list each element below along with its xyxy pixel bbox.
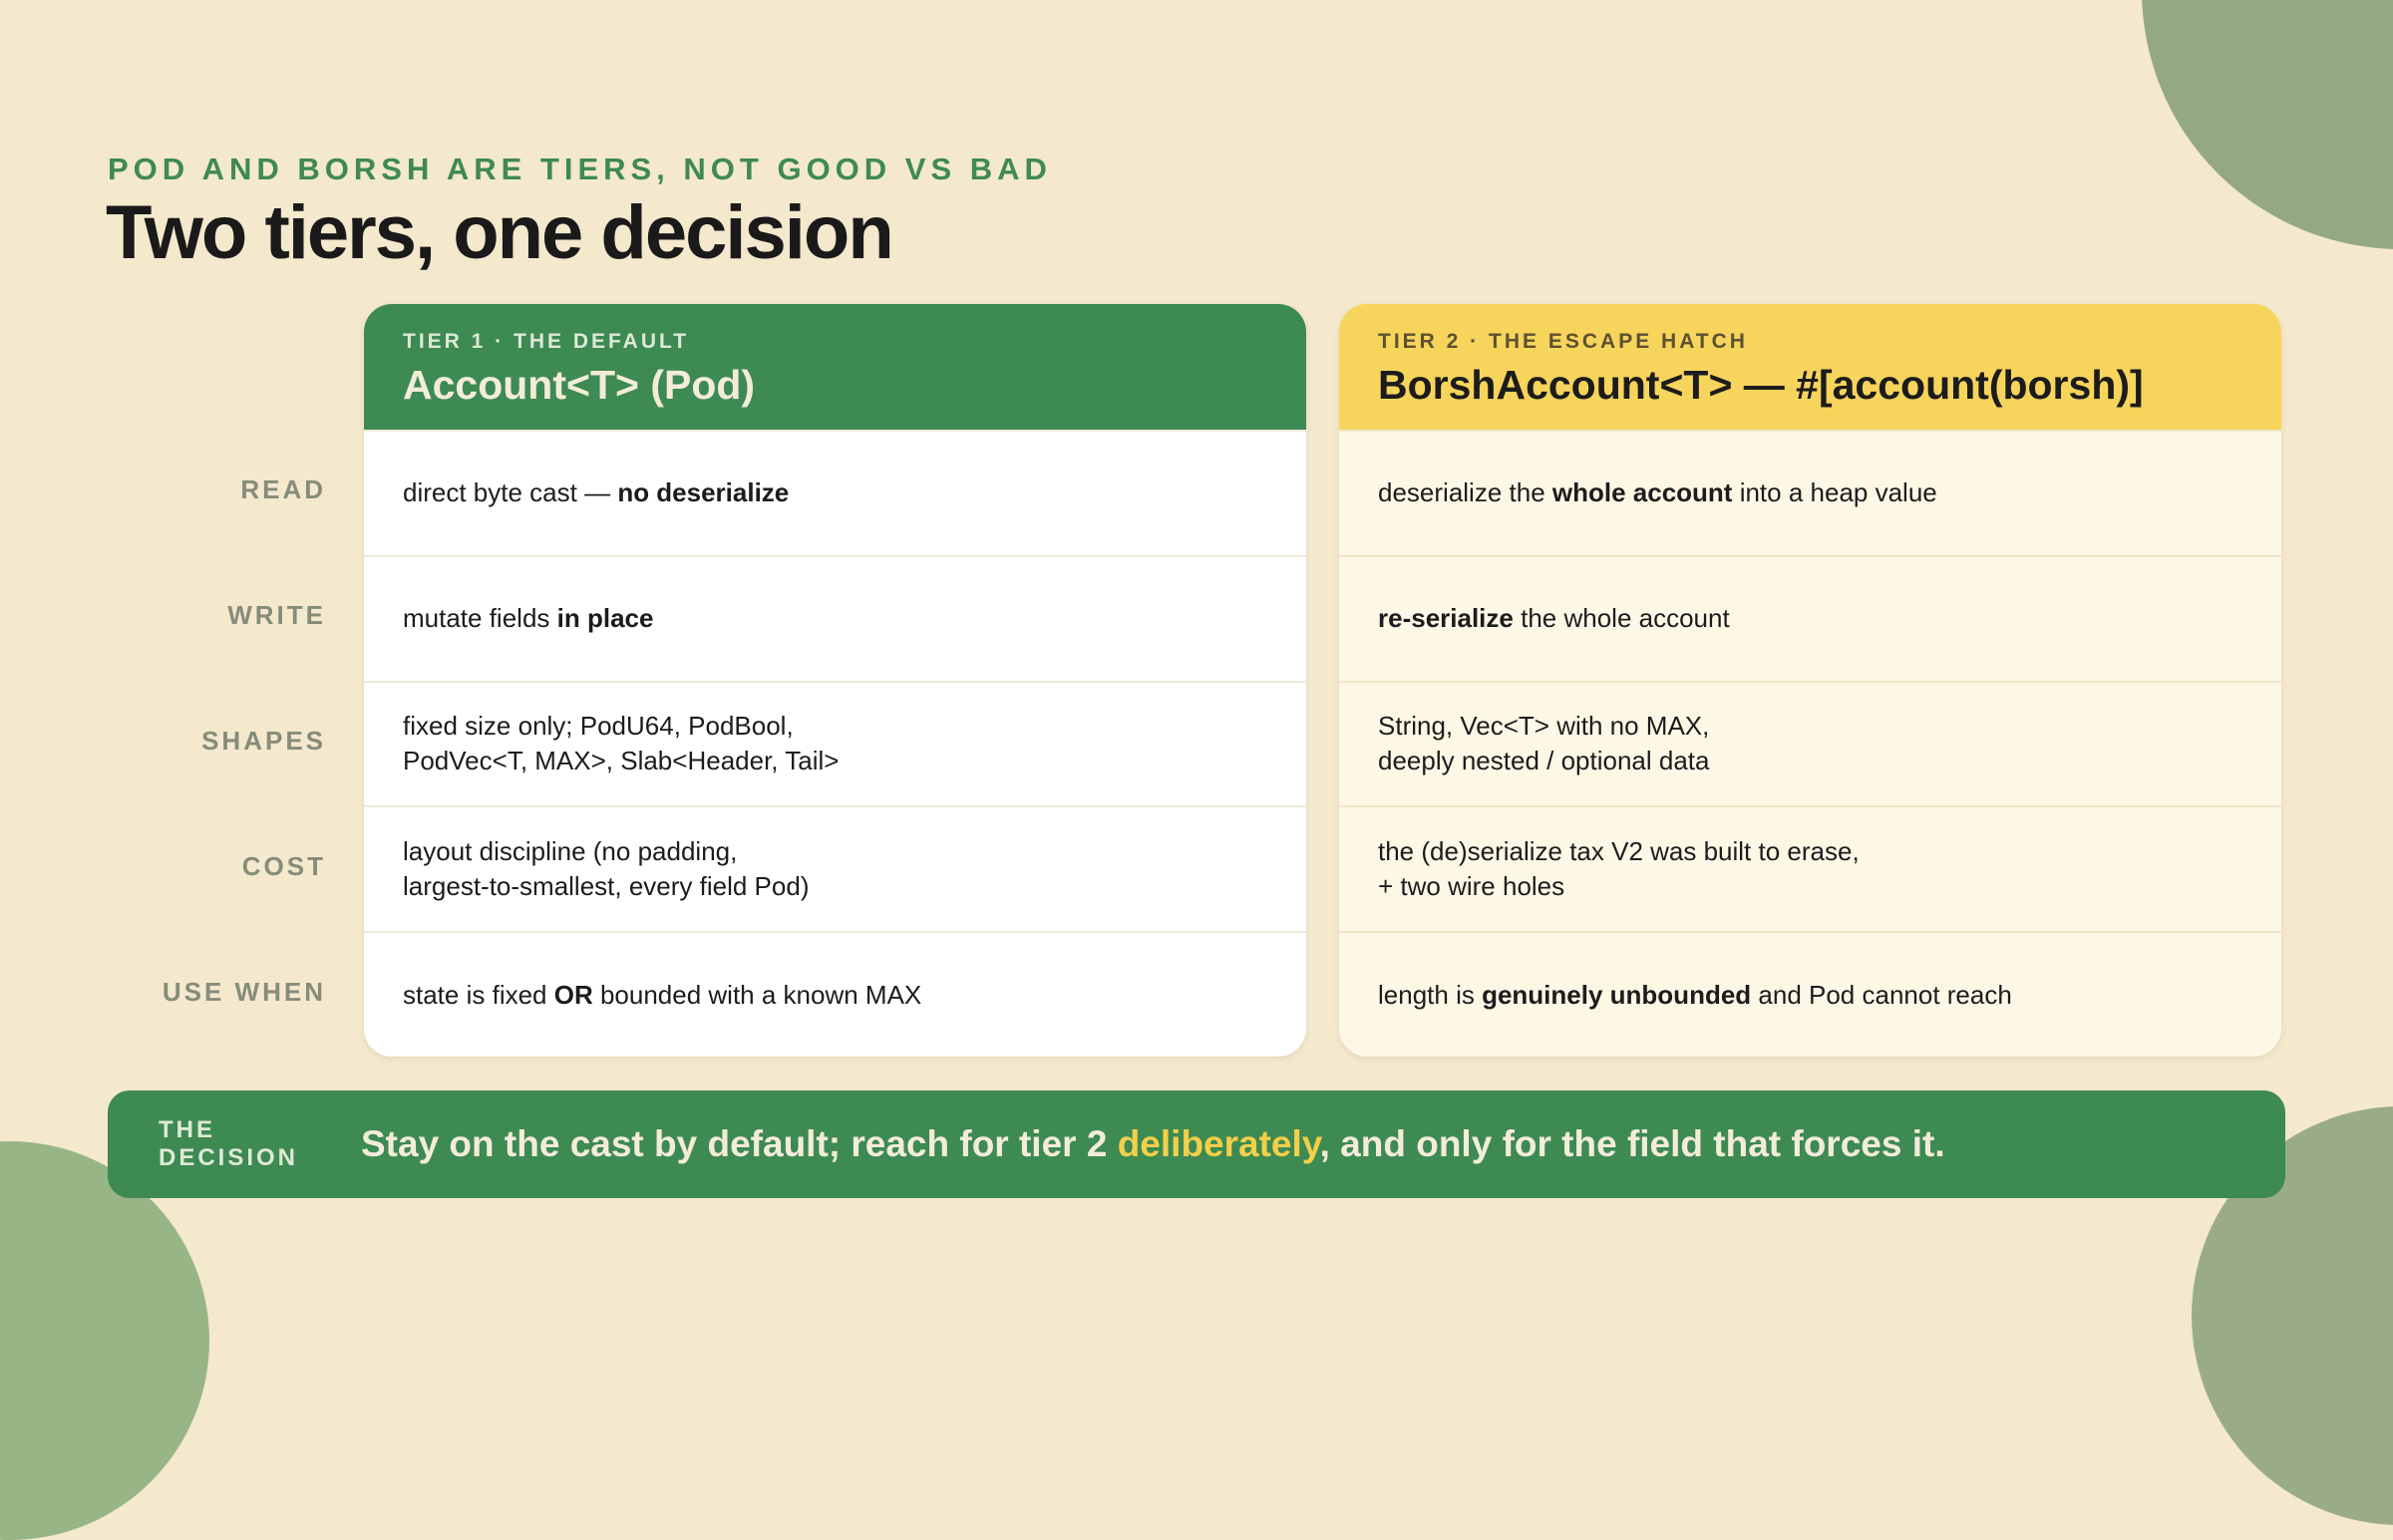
tier2-read-cell	[1339, 430, 2281, 555]
row-label-use-when: USE WHEN	[162, 977, 326, 1007]
tier1-write-emphasis: in place	[556, 603, 654, 634]
tier1-card	[364, 304, 1306, 1057]
tier2-card	[1339, 304, 2281, 1057]
tier2-shapes-line2: deeply nested / optional data	[1378, 746, 1710, 776]
tier2-write-text-end: the whole account	[1513, 603, 1730, 634]
tier2-cost-cell	[1339, 805, 2281, 931]
tier1-read-emphasis: no deserialize	[617, 477, 790, 508]
tier1-title: Account<T> (Pod)	[403, 362, 756, 408]
tier1-use-when-text: state is fixed	[403, 979, 554, 1010]
tier1-shapes-line1: fixed size only; PodU64, PodBool,	[403, 711, 794, 742]
decision-banner	[108, 1090, 2285, 1198]
slide-title: Two tiers, one decision	[106, 190, 892, 275]
tier1-use-when-text-end: bounded with a known MAX	[592, 979, 922, 1010]
tier1-write-cell	[364, 555, 1306, 681]
tier2-read-text: deserialize the	[1378, 477, 1552, 508]
tier1-read-cell	[364, 430, 1306, 555]
decision-label: THE DECISION	[159, 1116, 299, 1171]
tier2-read-emphasis: whole account	[1551, 477, 1733, 508]
tier1-use-when-emphasis: OR	[553, 979, 593, 1010]
decision-statement	[361, 1123, 1945, 1165]
eyebrow-heading: POD AND BORSH ARE TIERS, NOT GOOD VS BAD	[108, 152, 1052, 186]
tier1-write-text: mutate fields	[403, 603, 557, 634]
row-label-shapes: SHAPES	[201, 726, 326, 756]
decision-text-start: Stay on the cast by default; reach for tier 2	[361, 1123, 1118, 1164]
tier2-read-text-end: into a heap value	[1732, 477, 1937, 508]
tier1-header	[364, 304, 1306, 430]
tier2-shapes-line1: String, Vec<T> with no MAX,	[1378, 711, 1710, 742]
tier2-use-when-cell	[1339, 931, 2281, 1057]
decorative-circle-bottom-left	[0, 1141, 209, 1540]
tier2-cost-line1: the (de)serialize tax V2 was built to erase,	[1378, 836, 1860, 867]
tier2-use-when-emphasis: genuinely unbounded	[1482, 979, 1752, 1010]
tier2-use-when-text: length is	[1378, 979, 1483, 1010]
tier2-label: TIER 2 · THE ESCAPE HATCH	[1378, 330, 1748, 353]
tier1-read-text: direct byte cast —	[403, 477, 618, 508]
tier2-use-when-text-end: and Pod cannot reach	[1751, 979, 2012, 1010]
decorative-circle-top-right	[2142, 0, 2393, 249]
tier1-shapes-cell	[364, 681, 1306, 806]
tier2-write-emphasis: re-serialize	[1378, 603, 1514, 634]
tier1-use-when-cell	[364, 931, 1306, 1057]
tier2-title: BorshAccount<T> — #[account(borsh)]	[1378, 362, 2144, 408]
decision-text-end: , and only for the field that forces it.	[1319, 1123, 1945, 1164]
tier1-shapes-line2: PodVec<T, MAX>, Slab<Header, Tail>	[403, 746, 840, 776]
tier2-header	[1339, 304, 2281, 430]
tier2-shapes-cell	[1339, 681, 2281, 806]
tier1-cost-line2: largest-to-smallest, every field Pod)	[403, 871, 810, 902]
row-label-cost: COST	[241, 851, 326, 881]
row-label-read: READ	[240, 474, 326, 504]
tier1-cost-cell	[364, 805, 1306, 931]
tier1-cost-line1: layout discipline (no padding,	[403, 836, 738, 867]
decision-highlight: deliberately	[1117, 1123, 1320, 1164]
row-label-write: WRITE	[227, 600, 326, 630]
tier2-write-cell	[1339, 555, 2281, 681]
tier1-label: TIER 1 · THE DEFAULT	[403, 330, 690, 353]
tier2-cost-line2: + two wire holes	[1378, 871, 1565, 902]
